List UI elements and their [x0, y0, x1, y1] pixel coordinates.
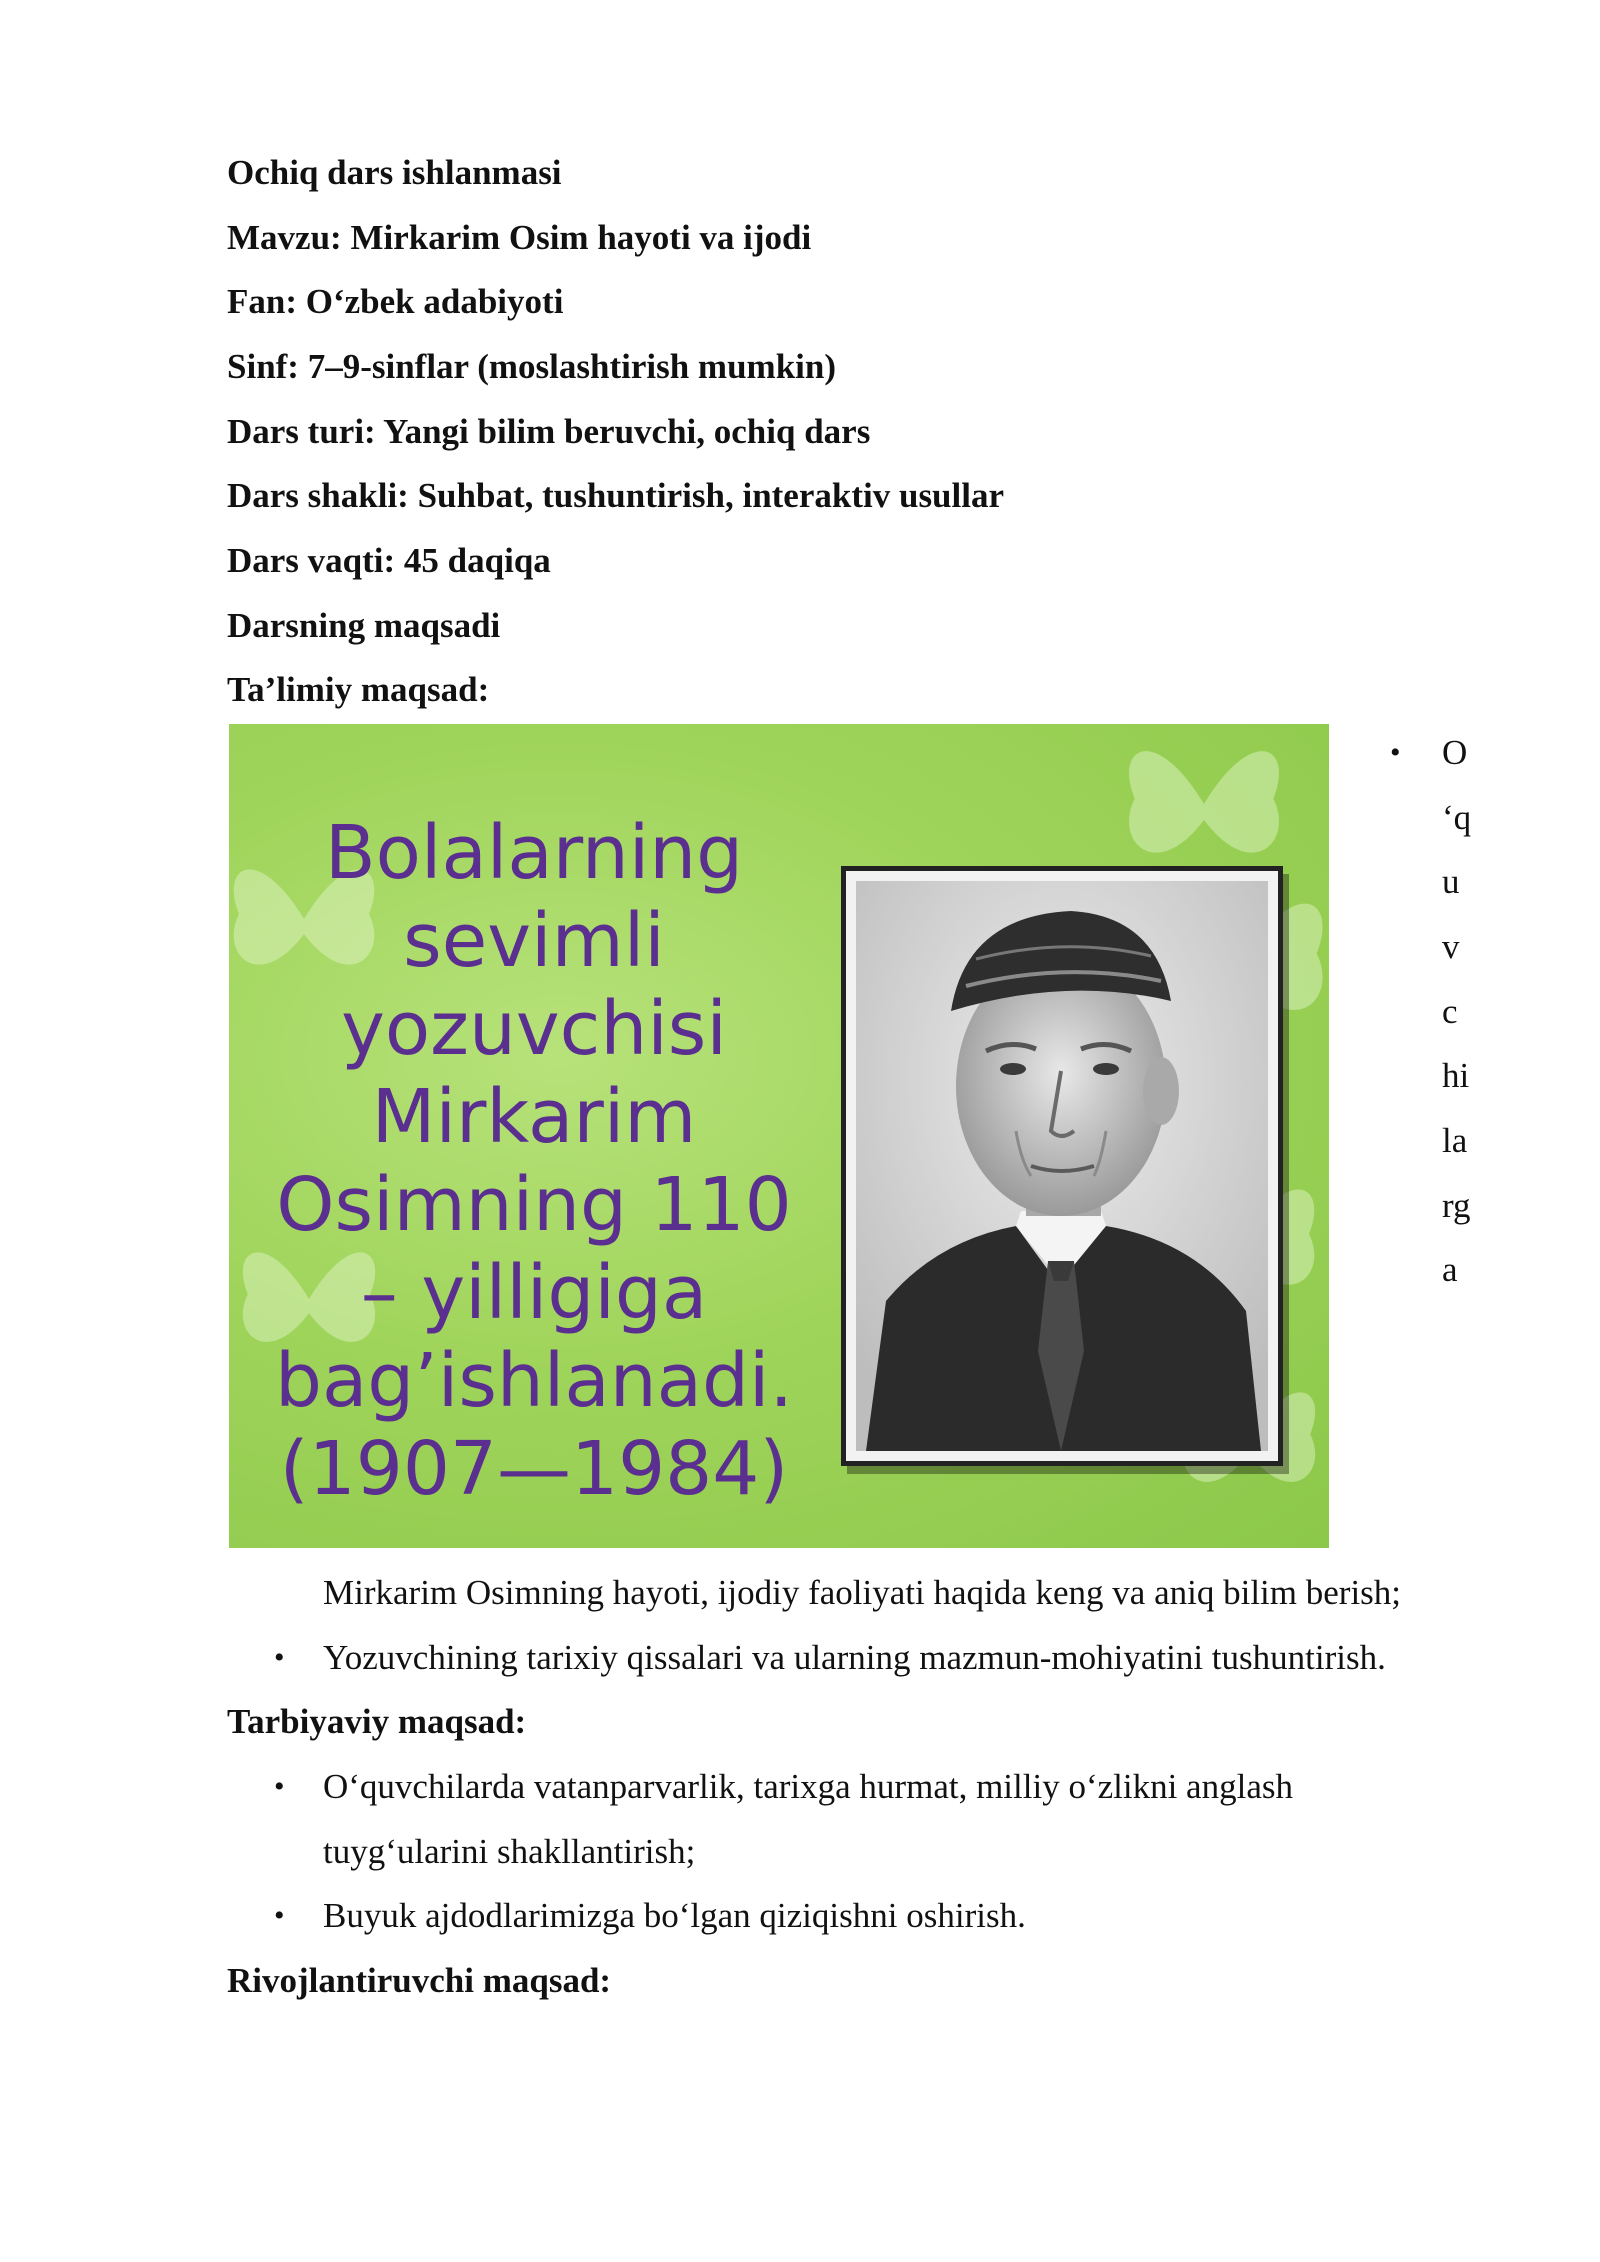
- upbringing-goal-item-text: tuyg‘ularini shakllantirish;: [323, 1832, 696, 1871]
- developmental-goal-heading: Rivojlantiruvchi maqsad:: [227, 1961, 612, 2000]
- wrapped-bullet-fragment: rg: [1442, 1186, 1471, 1225]
- wrapped-bullet-fragment: a: [1442, 1250, 1458, 1289]
- bullet-marker: •: [274, 1899, 285, 1932]
- poster-caption-line: (1907—1984): [279, 1426, 789, 1512]
- topic-line: Mavzu: Mirkarim Osim hayoti va ijodi: [227, 218, 812, 257]
- anniversary-poster-image: [229, 724, 1329, 1548]
- educational-goal-item-text: Yozuvchining tarixiy qissalari va ularning mazmun-mohiyatini tushuntirish.: [323, 1638, 1386, 1677]
- bullet-marker: •: [274, 1641, 285, 1674]
- bullet-marker: •: [274, 1770, 285, 1803]
- poster-caption-line: bag’ishlanadi.: [274, 1338, 794, 1424]
- lesson-type-line: Dars turi: Yangi bilim beruvchi, ochiq dars: [227, 412, 871, 451]
- upbringing-goal-heading: Tarbiyaviy maqsad:: [227, 1702, 527, 1741]
- educational-goal-heading: Ta’limiy maqsad:: [227, 670, 490, 709]
- poster-caption-line: – yilligiga: [360, 1250, 708, 1336]
- lesson-goal-heading: Darsning maqsadi: [227, 606, 501, 645]
- poster-caption-line: Bolalarning: [324, 810, 744, 896]
- upbringing-goal-item-text: Buyuk ajdodlarimizga bo‘lgan qiziqishni oshirish.: [323, 1896, 1026, 1935]
- poster-caption-line: yozuvchisi: [341, 986, 727, 1072]
- portrait-photo: [856, 881, 1268, 1451]
- educational-goal-item-text: Mirkarim Osimning hayoti, ijodiy faoliyati haqida keng va aniq bilim berish;: [323, 1573, 1402, 1612]
- portrait-illustration: [856, 881, 1268, 1451]
- poster-caption-line: Osimning 110: [276, 1162, 792, 1248]
- wrapped-bullet-fragment: u: [1442, 862, 1460, 901]
- poster-caption-line: Mirkarim: [371, 1074, 697, 1160]
- wrapped-bullet-fragment: la: [1442, 1121, 1468, 1160]
- poster-caption: [229, 809, 839, 1513]
- subject-line: Fan: O‘zbek adabiyoti: [227, 282, 564, 321]
- poster-caption-line: sevimli: [403, 898, 665, 984]
- bullet-marker: •: [1390, 736, 1401, 769]
- lesson-form-line: Dars shakli: Suhbat, tushuntirish, interaktiv usullar: [227, 476, 1005, 515]
- document-title: Ochiq dars ishlanmasi: [227, 153, 562, 192]
- wrapped-bullet-fragment: O: [1442, 733, 1468, 772]
- wrapped-bullet-fragment: hi: [1442, 1056, 1470, 1095]
- wrapped-bullet-fragment: v: [1442, 927, 1460, 966]
- butterfly-decoration-icon: [1109, 724, 1299, 884]
- portrait-frame: [841, 866, 1283, 1466]
- grade-line: Sinf: 7–9-sinflar (moslashtirish mumkin): [227, 347, 837, 386]
- lesson-time-line: Dars vaqti: 45 daqiqa: [227, 541, 551, 580]
- wrapped-bullet-fragment: ‘q: [1442, 798, 1472, 837]
- wrapped-bullet-fragment: c: [1442, 992, 1458, 1031]
- upbringing-goal-item-text: O‘quvchilarda vatanparvarlik, tarixga hurmat, milliy o‘zlikni anglash: [323, 1767, 1293, 1806]
